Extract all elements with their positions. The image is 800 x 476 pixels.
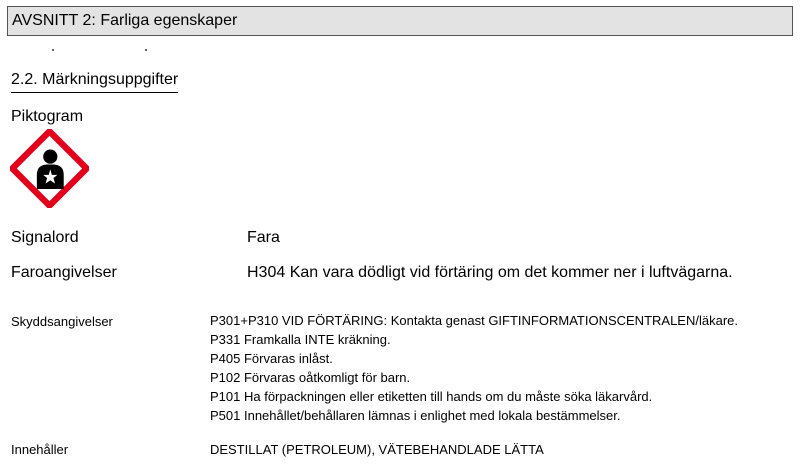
contains-value: DESTILLAT (PETROLEUM), VÄTEBEHANDLADE LÄTTA — [210, 442, 544, 457]
scan-speck — [145, 49, 147, 51]
precautionary-statement: P501 Innehållet/behållaren lämnas i enlighet med lokala bestämmelser. — [210, 408, 621, 423]
precautionary-statement: P405 Förvaras inlåst. — [210, 351, 333, 366]
precautionary-statement: P101 Ha förpackningen eller etiketten till hands om du måste söka läkarvård. — [210, 389, 653, 404]
contains-label: Innehåller — [11, 442, 69, 457]
signal-word-value: Fara — [247, 229, 280, 246]
labelling-heading: 2.2. Märkningsuppgifter — [11, 71, 178, 93]
pictogram-label: Piktogram — [11, 108, 84, 125]
scan-speck — [52, 49, 54, 51]
precautionary-statement: P331 Framkalla INTE kräkning. — [210, 332, 391, 347]
precautionary-statements-label: Skyddsangivelser — [11, 314, 113, 329]
precautionary-statements-list — [210, 313, 738, 427]
precautionary-statement: P102 Förvaras oåtkomligt för barn. — [210, 370, 411, 385]
hazard-statements-label: Faroangivelser — [11, 264, 117, 281]
hazard-statement: H304 Kan vara dödligt vid förtäring om det kommer ner i luftvägarna. — [247, 264, 733, 281]
precautionary-statement: P301+P310 VID FÖRTÄRING: Kontakta genast GIFTINFORMATIONSCENTRALEN/läkare. — [210, 313, 738, 328]
signal-word-label: Signalord — [11, 229, 79, 246]
health-hazard-icon — [10, 129, 89, 208]
section-title: AVSNITT 2: Farliga egenskaper — [12, 12, 238, 29]
section-header-bar — [7, 6, 793, 36]
